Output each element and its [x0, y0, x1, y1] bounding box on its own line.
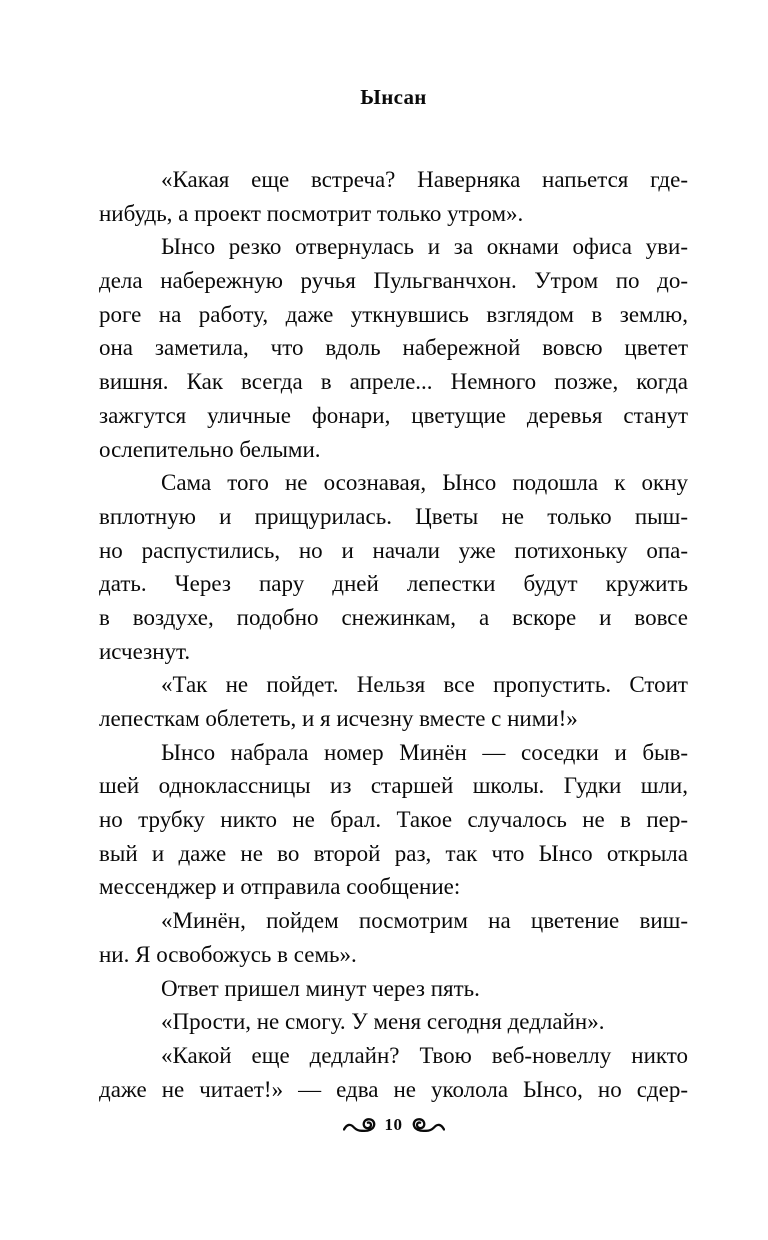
text-line: роге на работу, даже уткнувшись взглядом в землю, [99, 301, 688, 327]
body-text-block [99, 163, 688, 1106]
text-line: зажгутся уличные фонари, цветущие деревья станут [99, 402, 688, 428]
text-line: ни. Я освобожусь в семь». [99, 941, 357, 967]
text-line: вый и даже не во второй раз, так что Ынсо открыла [99, 840, 688, 866]
paragraph [99, 736, 688, 904]
text-line: нибудь, а проект посмотрит только утром». [99, 200, 524, 226]
text-line: Сама того не осознавая, Ынсо подошла к окну [161, 470, 688, 496]
running-head: Ынсан [360, 85, 427, 109]
page-number: 10 [384, 1115, 403, 1134]
text-line: но трубку никто не брал. Такое случалось не в пер- [99, 807, 688, 833]
text-line: вплотную и прищурилась. Цветы не только пыш- [99, 503, 688, 529]
text-line: Ответ пришел минут через пять. [161, 975, 480, 1001]
text-line: «Прости, не смогу. У меня сегодня дедлайн». [161, 1009, 605, 1035]
text-line: «Какая еще встреча? Наверняка напьется где- [161, 167, 688, 192]
text-line: ослепительно белыми. [99, 436, 321, 462]
text-line: исчезнут. [99, 638, 191, 664]
text-line: лепесткам облететь, и я исчезну вместе с ними!» [99, 706, 578, 731]
text-line: в воздухе, подобно снежинкам, а вскоре и вовсе [99, 604, 688, 630]
text-line: шей одноклассницы из старшей школы. Гудки шли, [99, 773, 688, 799]
text-line: Ынсо набрала номер Минён — соседки и быв- [161, 739, 688, 765]
paragraph [99, 1005, 688, 1039]
text-line: «Какой еще дедлайн? Твою веб-новеллу никто [161, 1042, 688, 1068]
text-line: но распустились, но и начали уже потихоньку опа- [99, 537, 688, 563]
text-line: «Минён, пойдем посмотрим на цветение виш- [161, 908, 688, 934]
text-line: она заметила, что вдоль набережной вовсю цветет [99, 335, 688, 361]
text-line: даже не читает!» — едва не уколола Ынсо, но сдер- [99, 1076, 688, 1102]
text-line: Ынсо резко отвернулась и за окнами офиса уви- [161, 234, 688, 260]
paragraph [99, 163, 688, 230]
page-footer [99, 1112, 688, 1138]
text-line: мессенджер и отправила сообщение: [99, 874, 461, 900]
paragraph [99, 668, 688, 735]
paragraph [99, 1039, 688, 1106]
text-line: дела набережную ручья Пульгванчхон. Утром по до- [99, 268, 688, 294]
swirl-flourish-right-icon [410, 1118, 445, 1133]
paragraph [99, 972, 688, 1006]
text-line: дать. Через пару дней лепестки будут кружить [99, 571, 688, 597]
paragraph [99, 466, 688, 668]
text-line: «Так не пойдет. Нельзя все пропустить. Стоит [161, 672, 688, 698]
text-line: вишня. Как всегда в апреле... Немного позже, когда [99, 369, 688, 395]
paragraph [99, 230, 688, 466]
paragraph [99, 904, 688, 971]
swirl-flourish-left-icon [343, 1118, 378, 1133]
